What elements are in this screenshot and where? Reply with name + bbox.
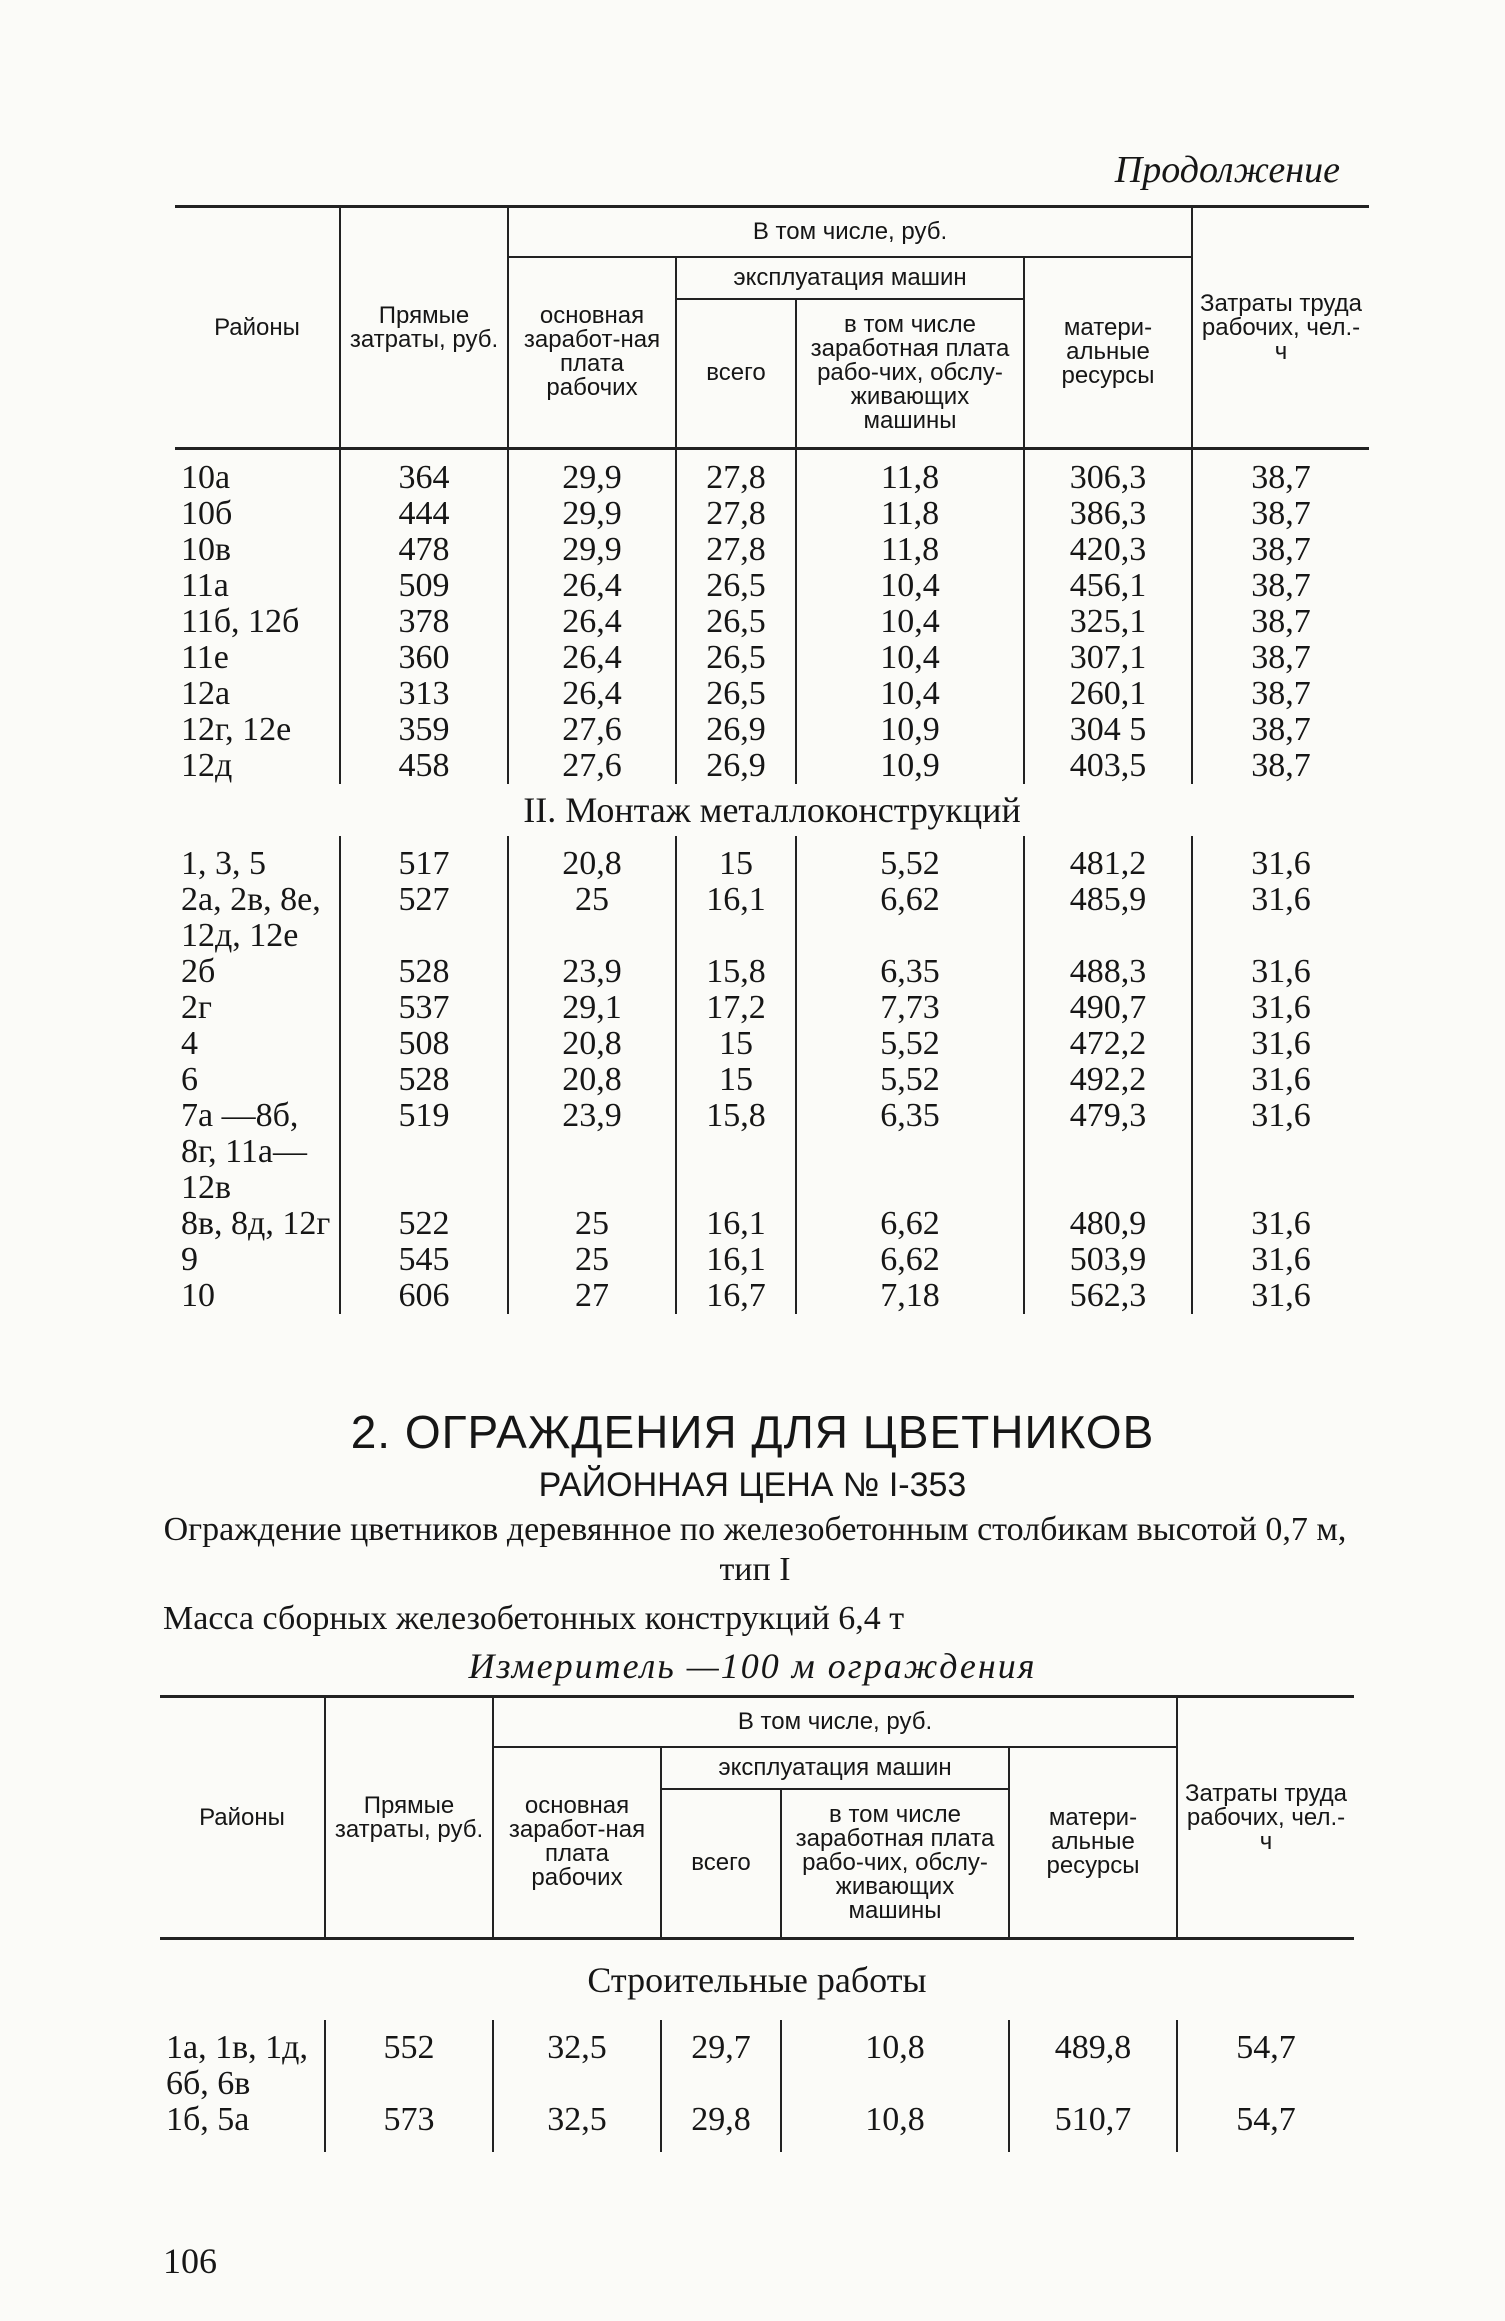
value-cell: 38,7: [1192, 496, 1369, 532]
value-cell: 11,8: [796, 532, 1024, 568]
table-2: [160, 1695, 1354, 2152]
value-cell: 20,8: [508, 1026, 676, 1062]
table-row: [175, 1242, 1369, 1278]
district-cell: 6: [181, 1061, 198, 1098]
value-cell: 606: [340, 1278, 508, 1314]
value-cell: 27,8: [676, 460, 796, 496]
value-cell: 10,9: [796, 748, 1024, 784]
value-cell: 5,52: [796, 1026, 1024, 1062]
value-cell: 304 5: [1024, 712, 1192, 748]
table-row: [175, 496, 1369, 532]
table-row: [175, 604, 1369, 640]
section-title-construction: Строительные работы: [587, 1960, 927, 2000]
value-cell: 31,6: [1192, 1206, 1369, 1242]
value-cell: 552: [325, 2030, 493, 2102]
value-cell: 364: [340, 460, 508, 496]
table-row: [175, 1206, 1369, 1242]
district-cell: 2а, 2в, 8е, 12д, 12е: [181, 881, 321, 954]
header-districts-2: Районы: [160, 1697, 325, 1939]
value-cell: 32,5: [493, 2030, 661, 2102]
value-cell: 378: [340, 604, 508, 640]
value-cell: 20,8: [508, 846, 676, 882]
value-cell: 444: [340, 496, 508, 532]
table-row: [175, 676, 1369, 712]
value-cell: 38,7: [1192, 604, 1369, 640]
description: Ограждение цветников деревянное по железобетонным столбикам высотой 0,7 м, тип I: [163, 1511, 1347, 1588]
value-cell: 509: [340, 568, 508, 604]
value-cell: 54,7: [1177, 2102, 1354, 2152]
value-cell: 10,9: [796, 712, 1024, 748]
district-cell: 10в: [181, 531, 232, 568]
value-cell: 25: [508, 1242, 676, 1278]
district-cell: 11б, 12б: [181, 603, 300, 640]
value-cell: 25: [508, 882, 676, 954]
value-cell: 29,9: [508, 460, 676, 496]
value-cell: 54,7: [1177, 2030, 1354, 2102]
district-cell: 12д: [181, 747, 233, 784]
value-cell: 23,9: [508, 954, 676, 990]
value-cell: 10,4: [796, 568, 1024, 604]
value-cell: 15,8: [676, 954, 796, 990]
value-cell: 481,2: [1024, 846, 1192, 882]
value-cell: 27,8: [676, 496, 796, 532]
value-cell: 26,5: [676, 604, 796, 640]
value-cell: 38,7: [1192, 676, 1369, 712]
value-cell: 472,2: [1024, 1026, 1192, 1062]
district-cell: 10б: [181, 495, 233, 532]
value-cell: 31,6: [1192, 1098, 1369, 1206]
table-row: [175, 990, 1369, 1026]
header-machine-ops: эксплуатация машин: [676, 257, 1024, 299]
value-cell: 38,7: [1192, 532, 1369, 568]
value-cell: 5,52: [796, 1062, 1024, 1098]
header-materials: матери-альные ресурсы: [1024, 257, 1192, 449]
value-cell: 519: [340, 1098, 508, 1206]
value-cell: 17,2: [676, 990, 796, 1026]
district-cell: 1б, 5а: [166, 2101, 250, 2138]
header-base-wage-2: основная заработ-ная плата рабочих: [493, 1747, 661, 1939]
header-incl-wage: в том числе заработная плата рабо-чих, обслу-живающих машины: [796, 299, 1024, 449]
value-cell: 478: [340, 532, 508, 568]
table-row: [175, 532, 1369, 568]
value-cell: 562,3: [1024, 1278, 1192, 1314]
measure-note: Измеритель —100 м ограждения: [468, 1646, 1037, 1686]
value-cell: 38,7: [1192, 712, 1369, 748]
value-cell: 522: [340, 1206, 508, 1242]
value-cell: 6,62: [796, 882, 1024, 954]
table-row: [175, 846, 1369, 882]
value-cell: 16,1: [676, 1206, 796, 1242]
value-cell: 527: [340, 882, 508, 954]
value-cell: 27,6: [508, 712, 676, 748]
district-cell: 10а: [181, 459, 231, 496]
district-cell: 10: [181, 1277, 215, 1314]
value-cell: 27,8: [676, 532, 796, 568]
header-total: всего: [676, 299, 796, 449]
value-cell: 485,9: [1024, 882, 1192, 954]
value-cell: 31,6: [1192, 1278, 1369, 1314]
spacer-row: [175, 449, 1369, 461]
value-cell: 31,6: [1192, 1062, 1369, 1098]
spacer-row: [160, 2020, 1354, 2030]
value-cell: 510,7: [1009, 2102, 1177, 2152]
value-cell: 25: [508, 1206, 676, 1242]
value-cell: 5,52: [796, 846, 1024, 882]
value-cell: 23,9: [508, 1098, 676, 1206]
value-cell: 503,9: [1024, 1242, 1192, 1278]
continuation-label: Продолжение: [1114, 149, 1340, 191]
value-cell: 10,8: [781, 2030, 1009, 2102]
district-cell: 12г, 12е: [181, 711, 292, 748]
value-cell: 26,5: [676, 568, 796, 604]
value-cell: 492,2: [1024, 1062, 1192, 1098]
district-cell: 1, 3, 5: [181, 845, 266, 882]
value-cell: 488,3: [1024, 954, 1192, 990]
value-cell: 10,8: [781, 2102, 1009, 2152]
district-cell: 11а: [181, 567, 229, 604]
value-cell: 26,4: [508, 676, 676, 712]
value-cell: 38,7: [1192, 568, 1369, 604]
district-cell: 2б: [181, 953, 216, 990]
value-cell: 31,6: [1192, 846, 1369, 882]
value-cell: 29,8: [661, 2102, 781, 2152]
header-direct-costs: Прямые затраты, руб.: [340, 207, 508, 449]
value-cell: 32,5: [493, 2102, 661, 2152]
value-cell: 29,9: [508, 532, 676, 568]
header-direct-costs-2: Прямые затраты, руб.: [325, 1697, 493, 1939]
value-cell: 6,35: [796, 1098, 1024, 1206]
header-machine-ops-2: эксплуатация машин: [661, 1747, 1009, 1789]
value-cell: 38,7: [1192, 748, 1369, 784]
price-title: РАЙОННАЯ ЦЕНА № I-353: [538, 1466, 967, 1504]
table-1: [175, 205, 1369, 1314]
value-cell: 16,1: [676, 882, 796, 954]
value-cell: 29,7: [661, 2030, 781, 2102]
value-cell: 26,4: [508, 604, 676, 640]
value-cell: 490,7: [1024, 990, 1192, 1026]
table-row: [160, 2030, 1354, 2102]
header-total-2: всего: [661, 1789, 781, 1939]
value-cell: 456,1: [1024, 568, 1192, 604]
value-cell: 20,8: [508, 1062, 676, 1098]
value-cell: 15,8: [676, 1098, 796, 1206]
header-labor: Затраты труда рабочих, чел.-ч: [1192, 207, 1369, 449]
value-cell: 6,62: [796, 1206, 1024, 1242]
value-cell: 10,4: [796, 676, 1024, 712]
value-cell: 528: [340, 1062, 508, 1098]
value-cell: 306,3: [1024, 460, 1192, 496]
header-incl-wage-2: в том числе заработная плата рабо-чих, обслу-живающих машины: [781, 1789, 1009, 1939]
table-row: [175, 954, 1369, 990]
value-cell: 359: [340, 712, 508, 748]
table-row: [175, 882, 1369, 954]
value-cell: 10,4: [796, 604, 1024, 640]
spacer-row: [175, 836, 1369, 846]
value-cell: 15: [676, 846, 796, 882]
page-number: 106: [163, 2241, 217, 2281]
district-cell: 8в, 8д, 12г: [181, 1205, 331, 1242]
value-cell: 458: [340, 748, 508, 784]
value-cell: 386,3: [1024, 496, 1192, 532]
value-cell: 27: [508, 1278, 676, 1314]
value-cell: 528: [340, 954, 508, 990]
table-row: [160, 2102, 1354, 2152]
value-cell: 11,8: [796, 460, 1024, 496]
value-cell: 31,6: [1192, 1242, 1369, 1278]
value-cell: 29,1: [508, 990, 676, 1026]
value-cell: 38,7: [1192, 640, 1369, 676]
value-cell: 29,9: [508, 496, 676, 532]
header-incl-rub: В том числе, руб.: [508, 207, 1192, 257]
value-cell: 26,9: [676, 712, 796, 748]
value-cell: 31,6: [1192, 990, 1369, 1026]
value-cell: 10,4: [796, 640, 1024, 676]
value-cell: 313: [340, 676, 508, 712]
value-cell: 420,3: [1024, 532, 1192, 568]
section-title: 2. ОГРАЖДЕНИЯ ДЛЯ ЦВЕТНИКОВ: [350, 1406, 1155, 1458]
district-cell: 12а: [181, 675, 231, 712]
value-cell: 26,4: [508, 568, 676, 604]
value-cell: 325,1: [1024, 604, 1192, 640]
value-cell: 260,1: [1024, 676, 1192, 712]
header-incl-rub-2: В том числе, руб.: [493, 1697, 1177, 1747]
table-row: [175, 1098, 1369, 1206]
value-cell: 7,18: [796, 1278, 1024, 1314]
table-1-body-a: [175, 449, 1369, 785]
value-cell: 307,1: [1024, 640, 1192, 676]
value-cell: 480,9: [1024, 1206, 1192, 1242]
value-cell: 15: [676, 1026, 796, 1062]
district-cell: 11е: [181, 639, 229, 676]
table-1-body-b: [175, 836, 1369, 1314]
value-cell: 31,6: [1192, 954, 1369, 990]
value-cell: 16,1: [676, 1242, 796, 1278]
table-row: [175, 568, 1369, 604]
mass-note: Масса сборных железобетонных конструкций 6,4 т: [163, 1600, 905, 1637]
value-cell: 573: [325, 2102, 493, 2152]
value-cell: 403,5: [1024, 748, 1192, 784]
district-cell: 9: [181, 1241, 198, 1278]
district-cell: 7а —8б, 8г, 11а—12в: [181, 1097, 307, 1206]
header-districts: Районы: [175, 207, 340, 449]
table-row: [175, 712, 1369, 748]
table-row: [175, 640, 1369, 676]
header-labor-2: Затраты труда рабочих, чел.-ч: [1177, 1697, 1354, 1939]
table-row: [175, 1026, 1369, 1062]
section-title-mounting: II. Монтаж металлоконструкций: [523, 790, 1021, 830]
value-cell: 16,7: [676, 1278, 796, 1314]
value-cell: 545: [340, 1242, 508, 1278]
value-cell: 15: [676, 1062, 796, 1098]
value-cell: 26,5: [676, 640, 796, 676]
table-row: [175, 1278, 1369, 1314]
value-cell: 27,6: [508, 748, 676, 784]
value-cell: 7,73: [796, 990, 1024, 1026]
value-cell: 11,8: [796, 496, 1024, 532]
value-cell: 26,9: [676, 748, 796, 784]
district-cell: 1а, 1в, 1д, 6б, 6в: [166, 2029, 308, 2102]
header-materials-2: матери-альные ресурсы: [1009, 1747, 1177, 1939]
value-cell: 508: [340, 1026, 508, 1062]
table-2-body: [160, 2020, 1354, 2152]
table-row: [175, 1062, 1369, 1098]
value-cell: 479,3: [1024, 1098, 1192, 1206]
value-cell: 6,62: [796, 1242, 1024, 1278]
value-cell: 31,6: [1192, 1026, 1369, 1062]
value-cell: 360: [340, 640, 508, 676]
value-cell: 38,7: [1192, 460, 1369, 496]
value-cell: 26,5: [676, 676, 796, 712]
table-row: [175, 748, 1369, 784]
header-base-wage: основная заработ-ная плата рабочих: [508, 257, 676, 449]
value-cell: 489,8: [1009, 2030, 1177, 2102]
table-row: [175, 460, 1369, 496]
value-cell: 6,35: [796, 954, 1024, 990]
value-cell: 26,4: [508, 640, 676, 676]
value-cell: 31,6: [1192, 882, 1369, 954]
district-cell: 4: [181, 1025, 198, 1062]
value-cell: 517: [340, 846, 508, 882]
value-cell: 537: [340, 990, 508, 1026]
district-cell: 2г: [181, 989, 212, 1026]
